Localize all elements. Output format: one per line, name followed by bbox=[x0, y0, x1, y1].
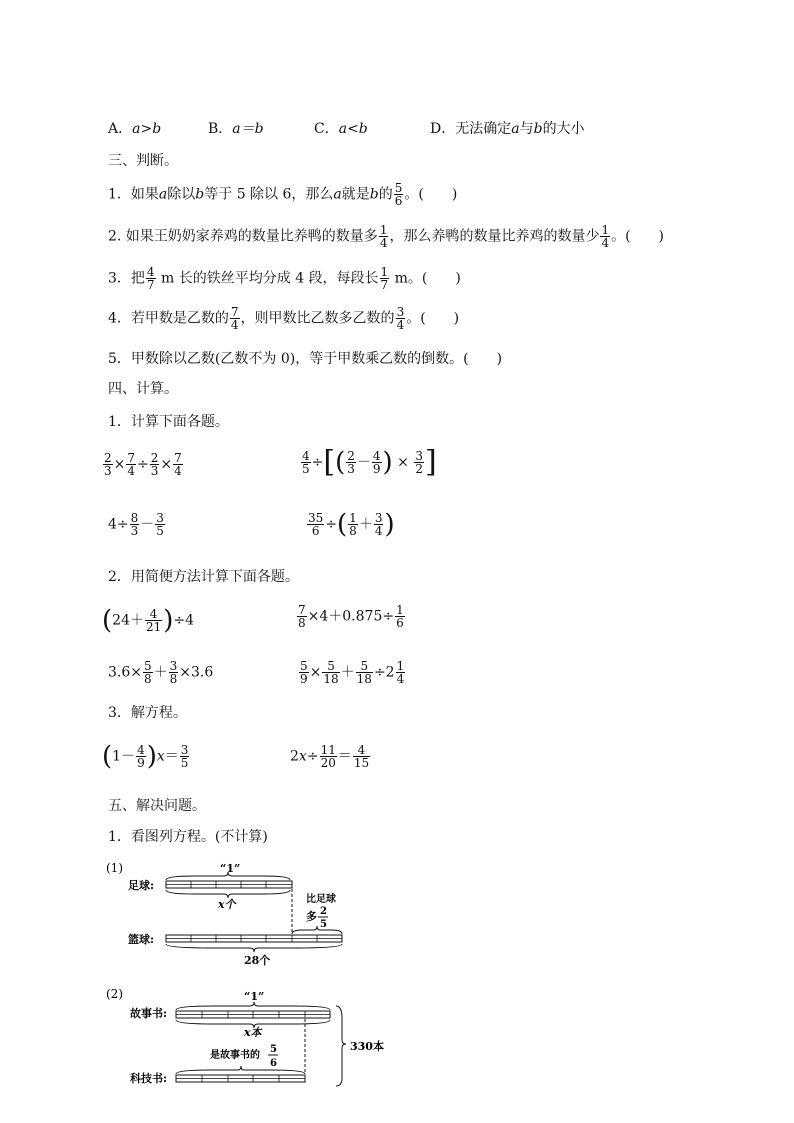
simplify-expr-2: $\frac{7}{8}$ ×4＋0.875÷ $\frac{1}{6}$ bbox=[298, 603, 404, 630]
judge-q4: 4．若甲数是乙数的 $\frac{7}{4}$ ，则甲数比乙数多乙数的 $\frac{3}{4}$ 。( ) bbox=[108, 305, 460, 332]
option-c: C．a<b bbox=[314, 121, 368, 137]
fraction: $\frac{5}{6}$ bbox=[394, 181, 403, 208]
var-label: x本 bbox=[244, 1026, 262, 1039]
side-note-2: 多 bbox=[306, 910, 317, 923]
fraction: $\frac{1}{4}$ bbox=[379, 223, 388, 250]
diagram-label: (2) bbox=[106, 987, 123, 1001]
fraction: $\frac{1}{4}$ bbox=[601, 223, 610, 250]
judge-q1: 1．如果a除以b等于 5 除以 6，那么a就是b的 $\frac{5}{6}$ 。( ) bbox=[108, 181, 458, 208]
calc-part-2: 2．用简便方法计算下面各题。 bbox=[108, 569, 299, 585]
total-label: 330本 bbox=[350, 1040, 384, 1053]
brace-bottom bbox=[166, 890, 290, 898]
row-label-stories: 故事书: bbox=[130, 1007, 168, 1020]
brace-top bbox=[166, 872, 290, 880]
judge-q5: 5．甲数除以乙数(乙数不为 0)，等于甲数乘乙数的倒数。( ) bbox=[108, 351, 503, 367]
brace-total bbox=[166, 944, 342, 952]
calc-expr-3: 4÷ $\frac{8}{3}$ － $\frac{3}{5}$ bbox=[108, 511, 164, 538]
brace-extra bbox=[292, 926, 342, 934]
fraction: $\frac{7}{4}$ bbox=[230, 305, 239, 332]
brace-mid bbox=[176, 1066, 305, 1074]
option-b: B．a＝b bbox=[208, 121, 264, 137]
unit-label: “1” bbox=[244, 990, 265, 1003]
fraction: $\frac{3}{4}$ bbox=[396, 305, 405, 332]
calc-part-3: 3．解方程。 bbox=[108, 705, 187, 721]
simplify-expr-4: $\frac{5}{9}$ × $\frac{5}{18}$ ＋ $\frac{5}{18}$ ÷2 $\frac{1}{4}$ bbox=[300, 659, 405, 686]
row-label-football: 足球: bbox=[128, 879, 155, 892]
section-4-title: 四、计算。 bbox=[108, 381, 178, 397]
fraction: $\frac{1}{7}$ bbox=[380, 265, 389, 292]
calc-expr-1: $\frac{2}{3}$ × $\frac{7}{4}$ ÷ $\frac{2}{3}$ × $\frac{7}{4}$ bbox=[104, 451, 182, 478]
calc-expr-2: $\frac{4}{5}$ ÷[( $\frac{2}{3}$ － $\frac{4}{9}$ ) × $\frac{3}{2}$ ] bbox=[302, 444, 437, 480]
brace-top bbox=[176, 1002, 330, 1010]
calc-part-1: 1．计算下面各题。 bbox=[108, 414, 229, 430]
line-diagram-2 bbox=[104, 984, 394, 1090]
judge-q3: 3．把 $\frac{4}{7}$ m 长的铁丝平均分成 4 段，每段长 $\frac{1}{7}$ m。( ) bbox=[108, 265, 461, 292]
total-label: 28个 bbox=[244, 954, 271, 967]
row-label-basketball: 篮球: bbox=[128, 933, 155, 946]
section-5-title: 五、解决问题。 bbox=[108, 798, 206, 814]
brace-right bbox=[336, 1006, 346, 1086]
equation-1: (1－ $\frac{4}{9}$ )x＝ $\frac{3}{5}$ bbox=[102, 741, 189, 772]
simplify-expr-3: 3.6× $\frac{5}{8}$ ＋ $\frac{3}{8}$ ×3.6 bbox=[108, 659, 214, 686]
diagram-label: (1) bbox=[106, 861, 123, 875]
section-3-title: 三、判断。 bbox=[108, 153, 178, 169]
side-frac-den: 5 bbox=[320, 919, 327, 930]
equation-2: 2x÷ $\frac{11}{20}$ ＝ $\frac{4}{15}$ bbox=[290, 743, 370, 770]
mid-note: 是故事书的 bbox=[210, 1050, 260, 1061]
fraction: $\frac{4}{7}$ bbox=[146, 265, 155, 292]
judge-q2: 2. 如果王奶奶家养鸡的数量比养鸭的数量多 $\frac{1}{4}$ ，那么养鸭的数量比养鸡的数量少 $\frac{1}{4}$ 。( ) bbox=[108, 223, 665, 250]
side-frac-num: 2 bbox=[320, 906, 327, 917]
option-a: A．a>b bbox=[108, 121, 162, 137]
var-label: x个 bbox=[218, 898, 236, 911]
simplify-expr-1: (24＋ $\frac{4}{21}$ )÷4 bbox=[102, 605, 195, 636]
side-note-1: 比足球 bbox=[306, 894, 336, 905]
mid-frac-num: 5 bbox=[270, 1044, 277, 1055]
option-d: D．无法确定a与b的大小 bbox=[430, 121, 585, 137]
calc-expr-4: $\frac{35}{6}$ ÷( $\frac{1}{8}$ ＋ $\frac{3}{4}$ ) bbox=[308, 509, 395, 540]
mid-frac-den: 6 bbox=[270, 1058, 277, 1069]
choice-options bbox=[108, 120, 585, 138]
problem-part-1: 1．看图列方程。(不计算) bbox=[108, 829, 268, 845]
unit-label: “1” bbox=[220, 862, 241, 875]
line-diagram-1 bbox=[104, 856, 364, 976]
row-label-science: 科技书: bbox=[130, 1072, 168, 1085]
